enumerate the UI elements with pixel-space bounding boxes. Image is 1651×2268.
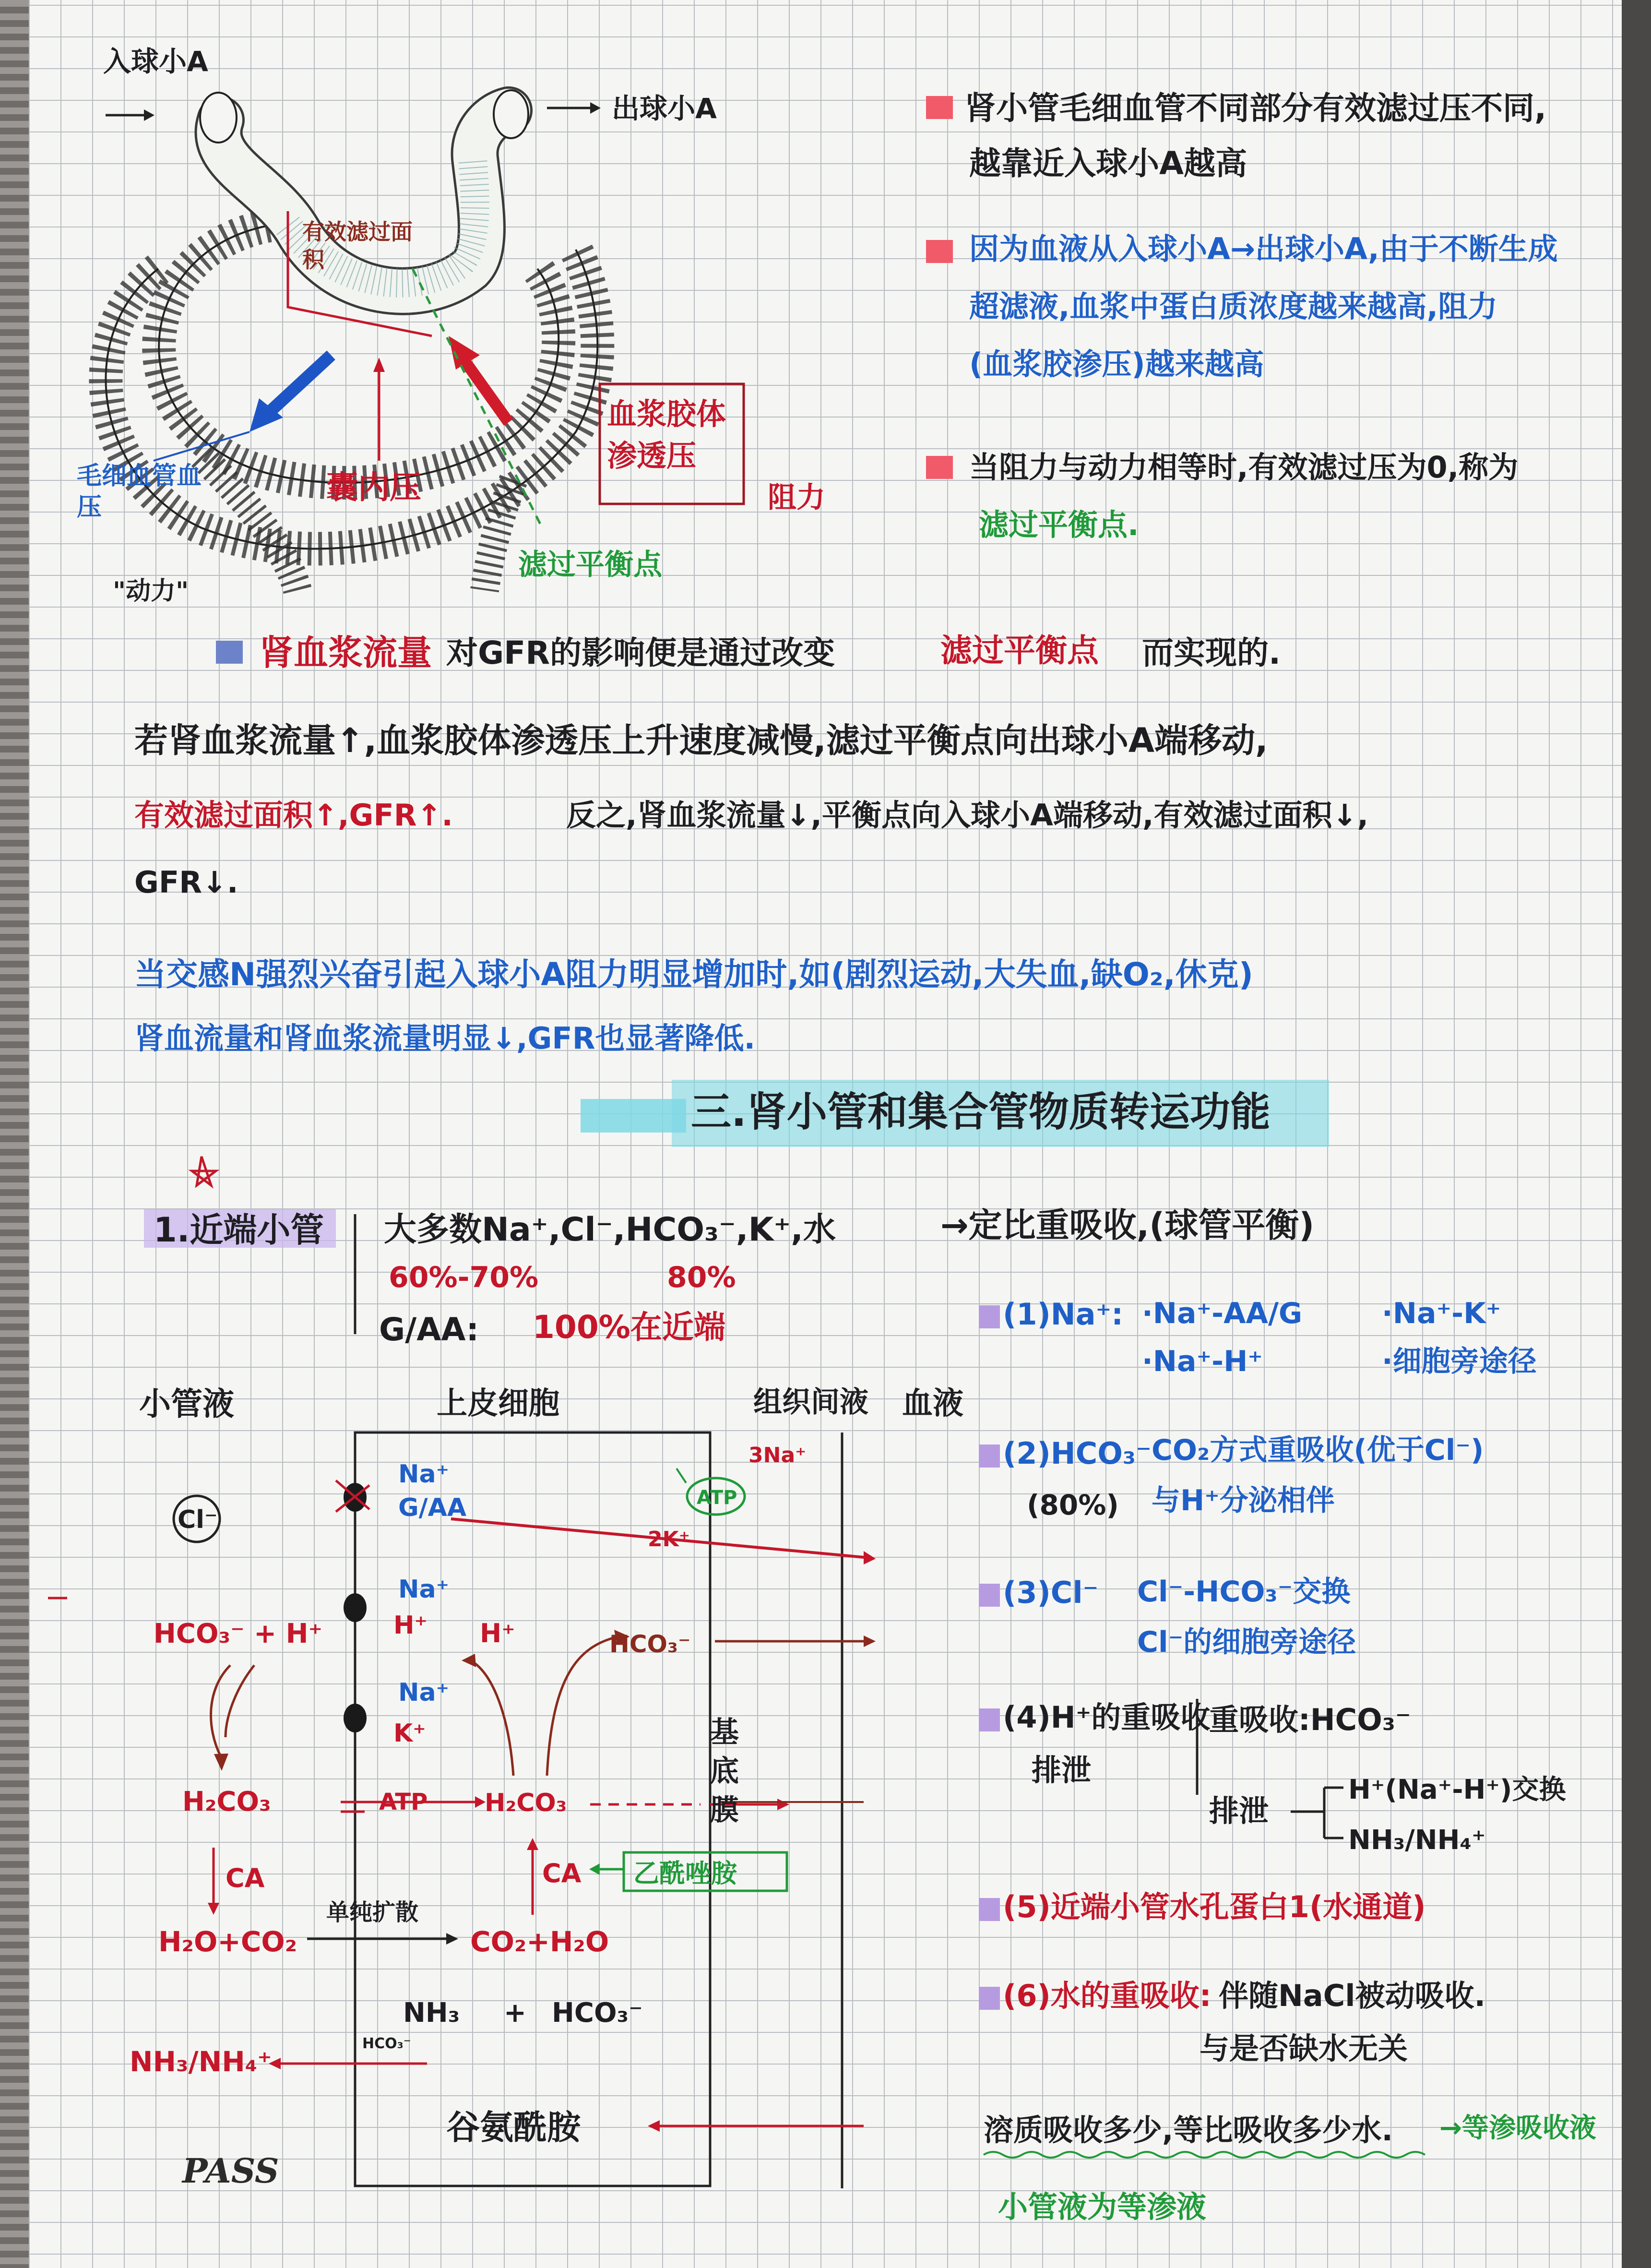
rbf-heading-term2: 滤过平衡点 [940,632,1099,669]
h2co3-lumen: H₂CO₃ [182,1786,271,1817]
exchanger-icon [344,1704,367,1732]
atp-label: ATP [379,1789,428,1815]
list-item-text: Cl⁻-HCO₃⁻交换 [1137,1575,1351,1609]
list-item-label: (4)H⁺的重吸收 [1003,1700,1211,1735]
na-ion: Na⁺ [398,1678,450,1707]
list-item-label: 排泄 [1032,1753,1092,1788]
h2o-co2-lumen: H₂O+CO₂ [158,1925,297,1958]
hco3-cell: HCO₃⁻ [609,1630,691,1658]
list-item-text: 排泄 [1209,1793,1269,1828]
rbf-line: 反之,肾血浆流量↓,平衡点向入球小A端移动,有效滤过面积↓, [566,798,1369,833]
rbf-line: GFR↓. [134,865,238,900]
na-pump-label: 3Na⁺ [748,1443,807,1468]
note-line: 滤过平衡点. [979,507,1139,542]
proximal-pct-a: 60%-70% [389,1261,539,1294]
na-ion: Na⁺ [398,1575,450,1604]
list-item-pct: (80%) [1027,1489,1119,1521]
rbf-line: 当交感N强烈兴奋引起入球小A阻力明显增加时,如(剧烈运动,大失血,缺O₂,休克) [134,956,1253,993]
rbf-line: 肾血流量和肾血浆流量明显↓,GFR也显著降低. [134,1021,756,1056]
cl-ion: Cl⁻ [178,1505,218,1534]
rbf-heading-term: 肾血浆流量 [259,633,432,673]
glucose-aa: G/AA [398,1493,467,1522]
list-item-text: ·Na⁺-H⁺ [1142,1345,1263,1378]
driving-force-label: "动力" [113,577,189,606]
simple-diffusion-label: 单纯扩散 [326,1899,419,1926]
hco3-h-lumen: HCO₃⁻ + H⁺ [154,1618,322,1649]
h2co3-cell: H₂CO₃ [485,1789,567,1817]
exchanger-icon [344,1593,367,1622]
resistance-label: 阻力 [768,481,825,514]
bottom-note: 小管液为等渗液 [998,2189,1207,2224]
proximal-result: →定比重吸收,(球管平衡) [940,1206,1315,1245]
glutamine-label: 谷氨酰胺 [446,2108,581,2147]
list-item-label: (1)Na⁺: [1003,1297,1124,1332]
note-line: (血浆胶渗压)越来越高 [969,346,1264,382]
list-item-text: 重吸收:HCO₃⁻ [1209,1702,1411,1737]
ca-enzyme-lumen: CA [226,1863,265,1893]
column-header-cell: 上皮细胞 [437,1386,559,1421]
nh3-nh4-lumen: NH₃/NH₄⁺ [130,2045,272,2078]
nh3-cell: NH₃ [403,1997,460,2029]
list-item-text: Cl⁻的细胞旁途径 [1137,1625,1356,1659]
ca-enzyme-cell: CA [542,1858,582,1888]
atp-label: ATP [697,1487,737,1509]
rbf-line: 若肾血浆流量↑,血浆胶体渗透压上升速度减慢,滤过平衡点向出球小A端移动, [134,721,1268,760]
proximal-line2-value: 100%在近端 [533,1309,725,1346]
basement-membrane-label: 基底膜 [710,1716,739,1827]
rbf-line: 有效滤过面积↑,GFR↑. [134,798,453,833]
note-line: 因为血液从入球小A→出球小A,由于不断生成 [969,231,1558,266]
co2-h2o-cell: CO₂+H₂O [470,1925,609,1958]
k-ion: K⁺ [393,1719,426,1748]
section-title: 三.肾小管和集合管物质转运功能 [691,1088,1271,1135]
oncotic-pressure-label: 血浆胶体渗透压 [607,396,726,473]
proximal-pct-b: 80% [667,1261,736,1294]
efferent-label: 出球小A [612,92,717,125]
rbf-heading-end: 而实现的. [1142,634,1281,671]
list-item-text: CO₂方式重吸收(优于Cl⁻) [1152,1433,1484,1467]
list-item-text: ·Na⁺-K⁺ [1382,1297,1501,1330]
capillary-pressure-label: 毛细血管血压 [77,462,202,522]
plus-sign: + [504,1997,526,2029]
balance-point-label: 滤过平衡点 [518,548,662,582]
rbf-heading-text: 对GFR的影响便是通过改变 [446,634,835,671]
list-item-text: 伴随NaCl被动吸收. [1219,1978,1486,2013]
list-item-label: (5)近端小管水孔蛋白1(水通道) [1003,1889,1426,1924]
column-header-lumen: 小管液 [139,1385,234,1422]
list-item-label: (2)HCO₃⁻ [1003,1436,1152,1471]
note-line: 越靠近入球小A越高 [969,145,1247,182]
list-item-text: ·Na⁺-AA/G [1142,1297,1303,1330]
list-item-text: H⁺(Na⁺-H⁺)交换 [1348,1774,1566,1805]
na-ion: Na⁺ [398,1460,450,1489]
column-header-blood: 血液 [902,1386,963,1421]
proximal-line1: 大多数Na⁺,Cl⁻,HCO₃⁻,K⁺,水 [384,1211,836,1249]
note-line: 肾小管毛细血管不同部分有效滤过压不同, [964,90,1547,127]
h-ion-out: H⁺ [393,1611,428,1640]
filtration-area-label: 有效滤过面积 [302,219,413,273]
proximal-title: 1.近端小管 [154,1210,324,1250]
list-item-label: (3)Cl⁻ [1003,1575,1099,1610]
h-ion-in: H⁺ [480,1618,515,1648]
note-line: 超滤液,血浆中蛋白质浓度越来越高,阻力 [969,289,1498,324]
list-item-text: NH₃/NH₄⁺ [1348,1825,1486,1856]
hco3-small: HCO₃⁻ [362,2035,411,2052]
afferent-label: 入球小A [103,45,208,78]
proximal-line2: G/AA: [379,1311,479,1348]
bottom-note-result: →等渗吸收液 [1439,2113,1596,2144]
column-header-interstitial: 组织间液 [753,1385,868,1419]
acetazolamide-label: 乙酰唑胺 [633,1858,737,1888]
k-pump-label: 2K⁺ [648,1527,690,1552]
pass-logo: PASS [182,2151,279,2191]
list-item-text: 与H⁺分泌相伴 [1152,1484,1335,1517]
list-item-text: 与是否缺水无关 [1200,2031,1408,2066]
note-line: 当阻力与动力相等时,有效滤过压为0,称为 [969,450,1519,485]
hco3-from-glutamine: HCO₃⁻ [552,1997,643,2029]
list-item-text: ·细胞旁途径 [1382,1345,1537,1378]
list-item-label: (6)水的重吸收: [1003,1978,1212,2013]
bottom-note: 溶质吸收多少,等比吸收多少水. [984,2113,1393,2148]
capsule-pressure-label: 囊内压 [326,469,421,506]
